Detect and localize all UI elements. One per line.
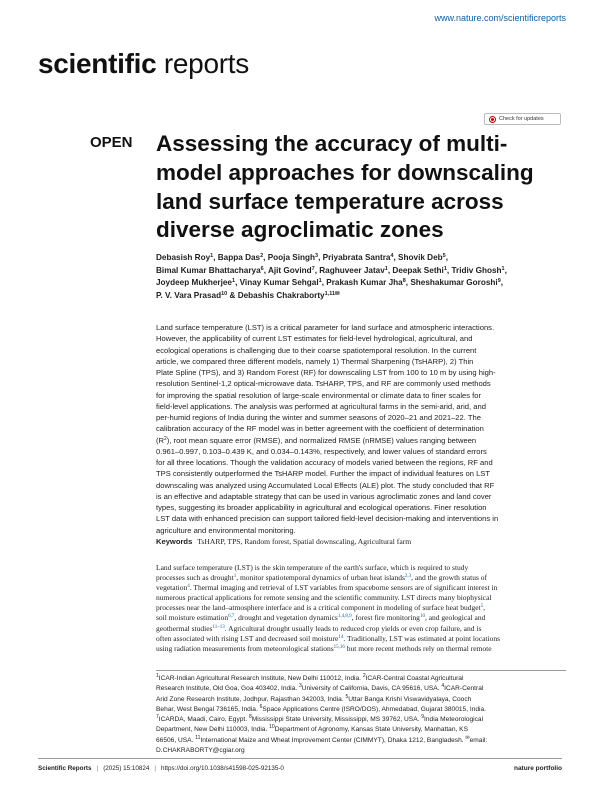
abstract-line: calibration accuracy of the RF model was in better agreement with the coefficient of determination xyxy=(156,424,484,434)
superscript[interactable]: 4 xyxy=(441,683,445,690)
text-run: , Bappa Das xyxy=(213,253,261,262)
superscript[interactable]: 6 xyxy=(259,703,263,710)
superscript[interactable]: 4 xyxy=(390,253,394,259)
text-run: , xyxy=(504,265,507,275)
title-line: Assessing the accuracy of multi- xyxy=(156,131,508,156)
check-for-updates-button[interactable] xyxy=(484,113,561,125)
superscript[interactable]: 10 xyxy=(269,724,275,731)
superscript[interactable]: 1 xyxy=(318,278,322,285)
text-run: , Raghuveer Jatav xyxy=(314,265,385,275)
text-run: Uttar Banga Krishi Viswavidyalaya, Cooch xyxy=(348,695,472,703)
text-run: . Thermal imaging and retrieval of LST variables from spaceborne sensors are of significant interest in xyxy=(189,583,498,593)
footer-separator: | xyxy=(154,765,157,772)
text-run: . Traditionally, LST was estimated at point locations xyxy=(343,633,500,643)
text-run: . Agricultural drought usually leads to reduced crop yields or even crop failure, and is xyxy=(224,623,482,633)
text-run: , and the growth status of xyxy=(411,573,487,583)
abstract-line: Plate Spline (TPS), and 3) Random Forest (RF) for downscaling LST from 100 to 10 m by using high- xyxy=(156,368,496,377)
body-line xyxy=(156,634,566,644)
abstract-line: TPS consistently outperformed the TsHARP model. Further the impact of individual features on LST xyxy=(156,469,491,479)
superscript[interactable]: 1,11✉ xyxy=(324,290,340,297)
author-line xyxy=(156,277,566,290)
text-run: & Debashis Chakraborty xyxy=(227,290,325,300)
superscript[interactable]: 7 xyxy=(311,265,315,272)
body-line xyxy=(156,644,566,654)
abstract-line: However, the applicability of current LST estimates for field-level hydrological, agricultural, and xyxy=(156,334,473,344)
superscript[interactable]: 2 xyxy=(164,435,167,442)
footer-doi[interactable]: https://doi.org/10.1038/s41598-025-92135-0 xyxy=(161,765,284,772)
superscript[interactable]: 1 xyxy=(156,673,159,679)
open-access-label: OPEN xyxy=(90,134,133,151)
abstract-line: resolution Sentinel-1,2 optical-microwave data. TsHARP, TPS, and RF are commonly used methods xyxy=(156,379,491,389)
superscript[interactable]: 1 xyxy=(501,265,505,272)
author-list xyxy=(156,252,566,302)
superscript[interactable]: ✉ xyxy=(465,734,470,741)
footer-issue: (2025) 15:10824 xyxy=(103,765,150,772)
superscript[interactable]: 11–13 xyxy=(212,624,225,630)
journal-url[interactable]: www.nature.com/scientificreports xyxy=(434,13,566,23)
text-run: using radiation measurements from meteorological stations xyxy=(156,643,334,653)
text-run: ICAR-Central xyxy=(444,685,484,693)
nature-portfolio-logo: nature portfolio xyxy=(513,765,562,772)
abstract-line: field-level applications. The analysis was performed at agricultural farms in the semi-arid, arid, and xyxy=(156,401,486,411)
text-run: geothermal studies xyxy=(156,623,213,633)
affiliation-line xyxy=(156,736,566,746)
text-run: , Prakash Kumar Jha xyxy=(321,278,403,288)
text-run: International Maize and Wheat Improvement Center (CIMMYT), Dhaka 1212, Bangladesh. xyxy=(200,736,466,744)
footer-divider xyxy=(38,758,562,759)
text-run: , Priyabrata Santra xyxy=(318,253,391,262)
text-run: D.CHAKRABORTY@cgiar.org xyxy=(156,747,245,755)
text-run: , Pooja Singh xyxy=(263,253,316,262)
superscript[interactable]: 2,3 xyxy=(404,574,412,580)
text-run: India Meteorological xyxy=(424,716,484,724)
superscript[interactable]: 1,4,8,9 xyxy=(337,614,352,620)
superscript[interactable]: 10 xyxy=(221,290,228,297)
superscript[interactable]: 3 xyxy=(315,253,319,259)
author-line xyxy=(156,252,566,265)
text-run: Arid Zone Research Institute, Jodhpur, Rajasthan 342003, India. xyxy=(156,695,346,703)
abstract-line xyxy=(156,435,566,446)
abstract-line: 0.961–0.997, 0.103–0.439 K, and 0.034–0.143%, respectively, and lower values of standard errors xyxy=(156,446,487,456)
keywords xyxy=(156,537,411,546)
footer-journal: Scientific Reports xyxy=(38,765,92,772)
text-run: 66506, USA. xyxy=(156,736,196,744)
body-line xyxy=(156,603,566,613)
superscript[interactable]: 8 xyxy=(248,714,252,721)
superscript[interactable]: 6 xyxy=(260,265,264,272)
text-run: ICAR-Central Coastal Agricultural xyxy=(365,675,464,682)
body-line: Land surface temperature (LST) is the skin temperature of the earth's surface, which is required to study xyxy=(156,563,469,572)
footer-separator: | xyxy=(96,765,99,772)
author-line xyxy=(156,290,566,303)
superscript[interactable]: 2 xyxy=(260,253,264,259)
author-line xyxy=(156,265,566,278)
body-line xyxy=(156,573,566,583)
abstract-line: article, we compared three different models, namely 1) Thermal Sharpening (TsHARP), 2) Thin xyxy=(156,356,474,366)
text-run: , Ajit Govind xyxy=(263,265,312,275)
crossmark-icon xyxy=(489,116,496,123)
text-run: , Deepak Sethi xyxy=(387,265,444,275)
affiliation-line xyxy=(156,715,566,725)
text-run: but more recent methods rely on thermal remote xyxy=(344,643,492,653)
text-run: , xyxy=(483,603,486,613)
body-line: numerous practical applications for remote sensing and the scientific community. LST directs many biophysical xyxy=(156,593,492,603)
title-line: land surface temperature across xyxy=(156,188,504,214)
superscript[interactable]: 5 xyxy=(345,693,349,700)
superscript[interactable]: 9 xyxy=(497,278,501,285)
text-run: University of California, Davis, CA 95616, USA. xyxy=(301,685,442,693)
superscript[interactable]: 1 xyxy=(232,278,236,285)
body-line xyxy=(156,624,566,634)
superscript[interactable]: 5 xyxy=(442,253,446,259)
text-run: , drought and vegetation dynamics xyxy=(234,613,338,623)
affiliations xyxy=(156,674,566,756)
text-run: (R xyxy=(156,435,165,445)
superscript[interactable]: 3 xyxy=(298,683,302,690)
text-run: , xyxy=(445,253,448,262)
abstract-line: types, suggesting its broader applicability in agricultural and ecological operations. Finer resolution xyxy=(156,503,487,512)
text-run: , Sheshakumar Goroshi xyxy=(405,278,498,288)
text-run: Behar, West Bengal 736165, India. xyxy=(156,705,260,713)
superscript[interactable]: 5 xyxy=(480,604,484,610)
abstract-line: is an effective and adaptable strategy that can be used in various agroclimatic zones and land cover xyxy=(156,491,492,501)
abstract-line: LST data with enhanced precision can support tailored field-level decision-making and interventions in xyxy=(156,514,499,524)
abstract-line: Land surface temperature (LST) is a critical parameter for land surface and atmospheric interactions. xyxy=(156,323,495,332)
abstract-line: for all three locations. Though the validation accuracy of models varied between the regions, RF and xyxy=(156,458,493,467)
text-run: ICARDA, Maadi, Cairo, Egypt. xyxy=(158,716,249,724)
text-run: Space Applications Centre (ISRO/DOS), Ahmedabad, Gujarat 380015, India. xyxy=(262,705,486,713)
text-run: Department, New Delhi 110003, India. xyxy=(156,726,270,734)
journal-logo xyxy=(38,48,249,80)
superscript[interactable]: 11 xyxy=(195,734,201,741)
superscript[interactable]: 8 xyxy=(402,278,406,285)
superscript[interactable]: 6,7 xyxy=(228,614,235,620)
text-run: soil moisture estimation xyxy=(156,613,229,623)
text-run: ICAR-Indian Agricultural Research Institute, New Delhi 110012, India. xyxy=(158,675,363,682)
affiliation-line xyxy=(156,695,566,705)
article-title xyxy=(156,130,566,245)
text-run: Department of Agronomy, Kansas State University, Manhattan, KS xyxy=(274,726,468,734)
superscript[interactable]: 4 xyxy=(187,584,190,590)
text-run: Research Institute, Old Goa, Goa 403402, India. xyxy=(156,685,299,693)
text-run: Debasish Roy xyxy=(156,253,211,262)
title-line: model approaches for downscaling xyxy=(156,159,534,185)
title-line: diverse agroclimatic zones xyxy=(156,217,444,243)
text-run: , monitor spatiotemporal dynamics of urban heat islands xyxy=(236,573,405,583)
superscript[interactable]: 10 xyxy=(419,614,425,620)
text-run: , forest fire monitoring xyxy=(351,613,420,623)
abstract-line: downscaling was analyzed using Accumulated Local Effects (ALE) plot. The study concluded that RF xyxy=(156,480,495,490)
text-run: , and geological and xyxy=(424,613,486,623)
body-text xyxy=(156,563,566,654)
body-line xyxy=(156,583,566,593)
superscript[interactable]: 1 xyxy=(443,265,447,272)
text-run: , Tridiv Ghosh xyxy=(446,265,502,275)
text-run: P. V. Vara Prasad xyxy=(156,290,222,300)
superscript[interactable]: 14 xyxy=(338,634,344,640)
keywords-label: Keywords xyxy=(156,537,193,546)
journal-logo-bold: scientific xyxy=(38,48,157,79)
affiliation-line xyxy=(156,674,566,684)
text-run: often associated with rising LST and decreased soil moisture xyxy=(156,633,339,643)
superscript[interactable]: 2 xyxy=(362,673,366,679)
superscript[interactable]: 1 xyxy=(210,253,214,259)
text-run: Joydeep Mukherjee xyxy=(156,278,232,288)
text-run: ), root mean square error (RMSE), and normalized RMSE (nRMSE) values ranging between xyxy=(166,435,477,445)
text-run: Mississippi State University, Mississippi, MS 39762, USA. xyxy=(251,716,422,724)
superscript[interactable]: 1 xyxy=(384,265,388,272)
check-updates-label: Check for updates xyxy=(499,116,544,122)
affiliation-line xyxy=(156,705,566,715)
affiliation-line xyxy=(156,684,566,694)
text-run: processes near the land–atmosphere interface and is a critical component in modeling of surface heat budget xyxy=(156,603,481,613)
body-line xyxy=(156,613,566,623)
superscript[interactable]: 9 xyxy=(421,714,425,721)
superscript[interactable]: 7 xyxy=(156,714,159,721)
abstract-line: agriculture and environmental monitoring. xyxy=(156,525,296,535)
affiliation-line xyxy=(156,725,566,735)
affiliation-line xyxy=(156,746,566,756)
superscript[interactable]: 1 xyxy=(233,574,237,580)
keywords-text: TsHARP, TPS, Random forest, Spatial downscaling, Agricultural farm xyxy=(197,537,412,546)
text-run: vegetation xyxy=(156,583,188,593)
abstract xyxy=(156,322,566,536)
affiliation-divider xyxy=(156,670,566,671)
text-run: processes such as drought xyxy=(156,573,234,583)
abstract-line: per-humid regions of India during the winter and summer seasons of 2020–21 and 2021–22. The xyxy=(156,413,481,422)
page-footer xyxy=(38,765,562,772)
abstract-line: ecological operations is challenging due to their coarse spatiotemporal resolution. In the current xyxy=(156,345,477,355)
text-run: , Vinay Kumar Sehgal xyxy=(235,278,319,288)
text-run: email: xyxy=(469,736,488,744)
text-run: , Shovik Deb xyxy=(393,253,443,262)
superscript[interactable]: 15,16 xyxy=(333,644,345,650)
abstract-line: for improving the spatial resolution of large-scale environmental or climate data to finer scales for xyxy=(156,390,481,400)
journal-logo-light: reports xyxy=(156,48,249,79)
text-run: , xyxy=(500,278,504,288)
text-run: Bimal Kumar Bhattacharya xyxy=(156,265,261,275)
